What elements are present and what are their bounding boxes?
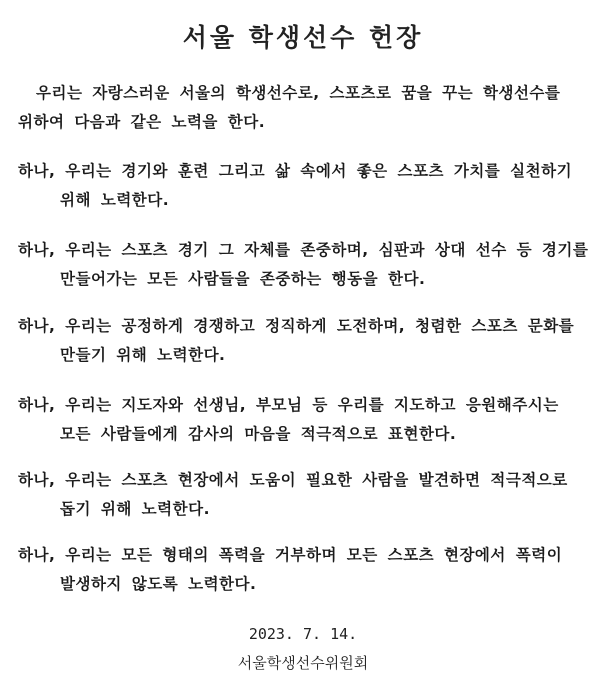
intro-line-2: 위하여 다음과 같은 노력을 한다. [18,113,266,131]
pledge-item-5 [18,466,598,524]
document-title: 서울 학생선수 헌장 [182,23,424,52]
pledge-item-1 [18,157,598,215]
pledge-line-continued: 발생하지 않도록 노력한다. [60,575,257,593]
pledge-line: 하나, 우리는 경기와 훈련 그리고 삶 속에서 좋은 스포츠 가치를 실천하기 [18,162,573,180]
pledge-line: 하나, 우리는 모든 형태의 폭력을 거부하며 모든 스포츠 현장에서 폭력이 [18,546,563,564]
pledge-line-continued: 만들어가는 모든 사람들을 존중하는 행동을 한다. [60,270,426,288]
document-date: 2023. 7. 14. [248,625,358,643]
pledge-line: 하나, 우리는 스포츠 경기 그 자체를 존중하며, 심판과 상대 선수 등 경기를 [18,241,589,259]
pledge-line: 하나, 우리는 지도자와 선생님, 부모님 등 우리를 지도하고 응원해주시는 [18,396,559,414]
pledge-line-continued: 만들기 위해 노력한다. [60,346,226,364]
pledge-line: 하나, 우리는 스포츠 현장에서 도움이 필요한 사람을 발견하면 적극적으로 [18,471,568,489]
pledge-line-continued: 돕기 위해 노력한다. [60,500,210,518]
pledge-line-continued: 위해 노력한다. [60,191,170,209]
pledge-item-4 [18,391,598,449]
pledge-line: 하나, 우리는 공정하게 경쟁하고 정직하게 도전하며, 청렴한 스포츠 문화를 [18,317,575,335]
pledge-line-continued: 모든 사람들에게 감사의 마음을 적극적으로 표현한다. [60,425,457,443]
intro-paragraph [18,79,593,137]
pledge-item-2 [18,236,598,294]
issuing-organization: 서울학생선수위원회 [237,654,369,672]
pledge-item-3 [18,312,598,370]
pledge-item-6 [18,541,598,599]
intro-line-1: 우리는 자랑스러운 서울의 학생선수로, 스포츠로 꿈을 꾸는 학생선수를 [36,84,561,102]
